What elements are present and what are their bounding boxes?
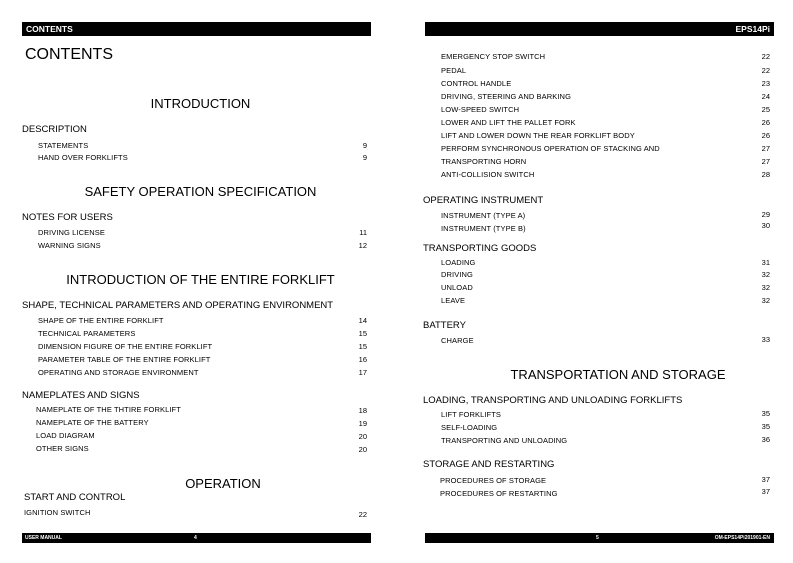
toc-entry[interactable]: PARAMETER TABLE OF THE ENTIRE FORKLIFT <box>38 355 211 364</box>
toc-entry[interactable]: LEAVE <box>441 296 466 305</box>
toc-page-number: 14 <box>358 316 367 325</box>
toc-page-number: 22 <box>761 66 770 75</box>
toc-entry[interactable]: DIMENSION FIGURE OF THE ENTIRE FORKLIFT <box>38 342 213 351</box>
toc-entry[interactable]: LIFT AND LOWER DOWN THE REAR FORKLIFT BODY <box>441 131 635 140</box>
section-title: LOADING, TRANSPORTING AND UNLOADING FORKLIFTS <box>423 395 683 406</box>
toc-entry[interactable]: HAND OVER FORKLIFTS <box>38 153 128 162</box>
toc-entry[interactable]: NAMEPLATE OF THE BATTERY <box>36 418 149 427</box>
section-title: NAMEPLATES AND SIGNS <box>22 390 140 401</box>
section-title: STORAGE AND RESTARTING <box>423 459 555 470</box>
chapter-title-operation: OPERATION <box>185 476 261 491</box>
toc-entry[interactable]: LOWER AND LIFT THE PALLET FORK <box>441 118 576 127</box>
toc-page-number: 20 <box>358 432 367 441</box>
right-header-bar <box>425 22 774 36</box>
toc-entry[interactable]: CONTROL HANDLE <box>441 79 512 88</box>
left-footer-bar <box>22 533 371 543</box>
toc-page-number: 29 <box>761 210 770 219</box>
toc-page-number: 20 <box>358 445 367 454</box>
toc-page-number: 17 <box>358 368 367 377</box>
toc-entry[interactable]: SHAPE OF THE ENTIRE FORKLIFT <box>38 316 164 325</box>
footer-doc-code: OM-EPS14Pi201901-EN <box>714 535 770 541</box>
toc-page-number: 24 <box>761 92 770 101</box>
toc-page-number: 11 <box>359 228 367 237</box>
toc-entry[interactable]: DRIVING <box>441 270 473 279</box>
toc-entry[interactable]: DRIVING, STEERING AND BARKING <box>441 92 572 101</box>
toc-entry[interactable]: IGNITION SWITCH <box>24 508 91 517</box>
toc-page-number: 18 <box>358 406 367 415</box>
toc-page-number: 27 <box>761 144 770 153</box>
toc-entry[interactable]: CHARGE <box>441 336 474 345</box>
toc-page-number: 32 <box>761 270 770 279</box>
toc-page-number: 22 <box>761 52 770 61</box>
toc-entry[interactable]: EMERGENCY STOP SWITCH <box>441 52 546 61</box>
toc-entry[interactable]: ANTI-COLLISION SWITCH <box>441 170 535 179</box>
page-title: CONTENTS <box>25 46 113 63</box>
left-page <box>0 0 396 563</box>
toc-page-number: 36 <box>761 435 770 444</box>
section-title: TRANSPORTING GOODS <box>423 243 537 254</box>
toc-entry[interactable]: PROCEDURES OF STORAGE <box>440 476 547 485</box>
chapter-title-safety: SAFETY OPERATION SPECIFICATION <box>84 184 317 199</box>
toc-entry[interactable]: STATEMENTS <box>38 141 89 150</box>
toc-page-number: 23 <box>761 79 770 88</box>
toc-page-number: 28 <box>761 170 770 179</box>
right-page <box>397 0 793 563</box>
toc-entry[interactable]: OPERATING AND STORAGE ENVIRONMENT <box>38 368 199 377</box>
toc-page-number: 12 <box>358 241 367 250</box>
toc-entry[interactable]: TRANSPORTING HORN <box>441 157 527 166</box>
toc-entry[interactable]: SELF-LOADING <box>441 423 498 432</box>
toc-entry[interactable]: INSTRUMENT (TYPE B) <box>441 224 526 233</box>
toc-page-number: 26 <box>761 118 770 127</box>
toc-entry[interactable]: PROCEDURES OF RESTARTING <box>440 489 558 498</box>
toc-page-number: 19 <box>358 419 367 428</box>
toc-page-number: 15 <box>358 342 367 351</box>
toc-page-number: 15 <box>358 329 367 338</box>
chapter-title-entire-forklift: INTRODUCTION OF THE ENTIRE FORKLIFT <box>66 272 335 287</box>
toc-page-number: 9 <box>362 141 367 150</box>
toc-page-number: 9 <box>362 153 367 162</box>
toc-page-number: 30 <box>761 221 770 230</box>
toc-entry[interactable]: PERFORM SYNCHRONOUS OPERATION OF STACKING AND <box>441 144 660 153</box>
toc-page-number: 33 <box>761 335 770 344</box>
toc-page-number: 31 <box>761 258 770 267</box>
toc-entry[interactable]: LOW-SPEED SWITCH <box>441 105 520 114</box>
footer-page-number: 4 <box>194 535 197 541</box>
left-header-title: CONTENTS <box>26 24 73 34</box>
toc-page-number: 16 <box>358 355 367 364</box>
toc-page-number: 27 <box>761 157 770 166</box>
toc-entry[interactable]: TRANSPORTING AND UNLOADING <box>441 436 568 445</box>
toc-entry[interactable]: UNLOAD <box>441 283 473 292</box>
footer-page-number: 5 <box>596 535 599 541</box>
toc-entry[interactable]: DRIVING LICENSE <box>38 228 105 237</box>
toc-page-number: 22 <box>358 510 367 519</box>
toc-page-number: 32 <box>761 296 770 305</box>
right-header-model: EPS14Pi <box>735 24 770 34</box>
chapter-title-introduction: INTRODUCTION <box>150 96 251 111</box>
toc-page-number: 37 <box>761 475 770 484</box>
section-title: SHAPE, TECHNICAL PARAMETERS AND OPERATING ENVIRONMENT <box>22 300 334 311</box>
section-title: START AND CONTROL <box>24 492 126 503</box>
right-footer-bar <box>425 533 774 543</box>
section-title: BATTERY <box>423 320 466 331</box>
chapter-title-transportation: TRANSPORTATION AND STORAGE <box>510 367 726 382</box>
toc-entry[interactable]: LOADING <box>441 258 476 267</box>
toc-entry[interactable]: WARNING SIGNS <box>38 241 101 250</box>
section-title: NOTES FOR USERS <box>22 212 113 223</box>
section-title: OPERATING INSTRUMENT <box>423 195 544 206</box>
toc-entry[interactable]: LIFT FORKLIFTS <box>441 410 502 419</box>
toc-entry[interactable]: LOAD DIAGRAM <box>36 431 95 440</box>
toc-page-number: 37 <box>761 487 770 496</box>
toc-page-number: 26 <box>761 131 770 140</box>
toc-entry[interactable]: INSTRUMENT (TYPE A) <box>441 211 526 220</box>
toc-entry[interactable]: TECHNICAL PARAMETERS <box>38 329 136 338</box>
toc-entry[interactable]: NAMEPLATE OF THE THTIRE FORKLIFT <box>36 405 181 414</box>
left-header-bar <box>22 22 371 36</box>
toc-entry[interactable]: OTHER SIGNS <box>36 444 89 453</box>
footer-manual-label: USER MANUAL <box>25 535 62 541</box>
toc-page-number: 25 <box>761 105 770 114</box>
toc-page-number: 32 <box>761 283 770 292</box>
toc-page-number: 35 <box>761 409 770 418</box>
section-title: DESCRIPTION <box>22 124 87 135</box>
toc-page-number: 35 <box>761 422 770 431</box>
toc-entry[interactable]: PEDAL <box>441 66 467 75</box>
